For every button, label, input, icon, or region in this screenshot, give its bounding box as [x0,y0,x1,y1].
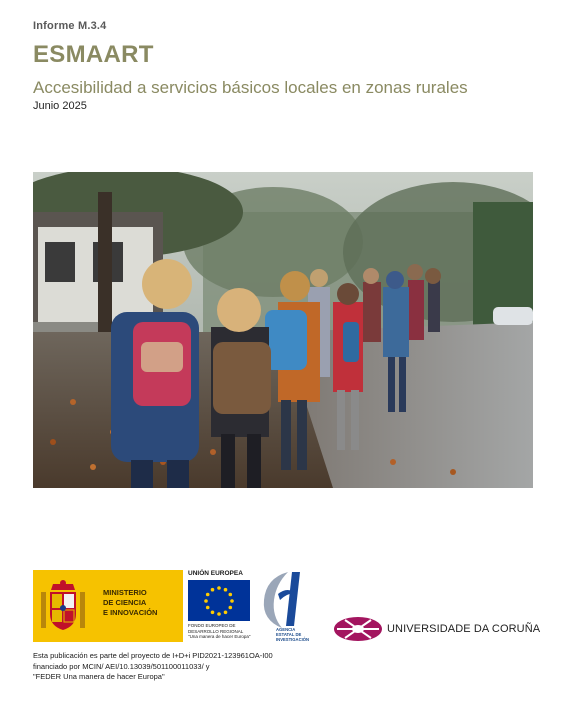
eu-fund-motto: "Una manera de hacer Europa" [188,634,251,639]
eu-label: UNIÓN EUROPEA [188,570,243,577]
udc-emblem-icon [333,616,383,642]
eu-flag-icon [188,580,250,621]
cover-photo [33,172,533,488]
ministerio-line-3: E INNOVACIÓN [103,608,158,617]
document-subtitle: Accesibilidad a servicios básicos locales en zonas rurales [33,78,468,97]
ministerio-logo [33,570,183,642]
udc-logo [333,614,541,644]
funding-line-3: "FEDER Una manera de hacer Europa" [33,672,165,681]
coat-of-arms-icon [39,578,87,634]
document-title: ESMAART [33,41,154,68]
ministerio-line-2: DE CIENCIA [103,598,147,607]
funding-line-1: Esta publicación es parte del proyecto de I+D+i PID2021-123961OA-I00 [33,651,273,660]
publication-date: Junio 2025 [33,100,87,112]
ministerio-line-1: MINISTERIO [103,588,147,597]
report-code: Informe M.3.4 [33,20,107,32]
aei-logo [258,570,308,642]
eu-fund-line-2: DESARROLLO REGIONAL [188,628,244,634]
aei-line-3: INVESTIGACIÓN [276,636,310,642]
funding-note [33,651,273,683]
eu-fund-line-1: FONDO EUROPEO DE [188,623,236,628]
aei-line-2: ESTATAL DE [276,631,302,637]
eu-feder-logo [188,570,252,642]
aei-line-1: AGENCIA [276,627,296,632]
aei-emblem-icon [258,570,308,630]
funding-line-2: financiado por MCIN/ AEI/10.13039/501100011033/ y [33,661,210,671]
photo-icon [33,172,533,488]
udc-name: UNIVERSIDADE DA CORUÑA [387,623,541,635]
